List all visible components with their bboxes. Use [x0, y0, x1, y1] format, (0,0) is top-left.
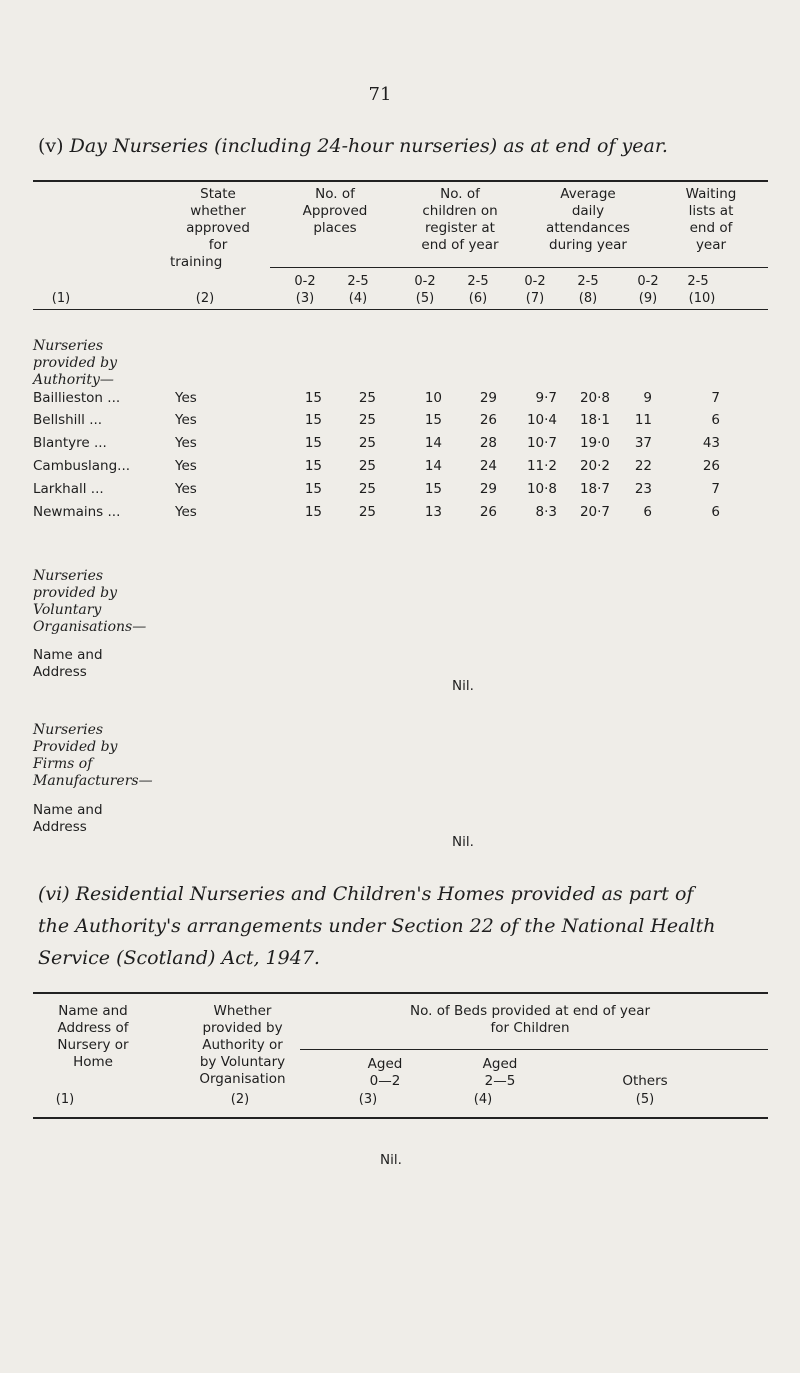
cell-att-02: 10·4	[526, 412, 557, 428]
table-v-header-rule	[270, 267, 768, 268]
cell-att-25: 20·7	[579, 504, 610, 520]
cell-wait-25: 7	[711, 390, 720, 406]
cell-name: Bellshill ...	[33, 412, 103, 428]
age-range: 0-2	[294, 274, 316, 289]
column-number: (8)	[578, 291, 598, 306]
firms-name-address-label: Name and Address	[33, 802, 103, 835]
header-children-register: No. of children on register at end of year	[421, 186, 499, 253]
header-waiting-lists: Waiting lists at end of year	[685, 186, 737, 253]
page-number: 71	[368, 84, 392, 105]
cell-name: Newmains ...	[33, 504, 121, 520]
section-v-title: Day Nurseries (including 24-hour nurseries) as at end of year.	[69, 135, 668, 157]
cell-places-02: 15	[304, 504, 322, 520]
cell-reg-25: 26	[479, 504, 497, 520]
table-v-top-rule	[33, 180, 768, 182]
cell-name: Blantyre ...	[33, 435, 107, 451]
cell-name: Cambuslang...	[33, 458, 131, 474]
table-row	[0, 435, 800, 457]
cell-wait-25: 26	[702, 458, 720, 474]
cell-att-25: 20·2	[579, 458, 610, 474]
cell-wait-25: 43	[702, 435, 720, 451]
cell-places-02: 15	[304, 412, 322, 428]
firms-nil-value: Nil.	[452, 834, 474, 850]
cell-places-02: 15	[304, 481, 322, 497]
cell-reg-25: 24	[479, 458, 497, 474]
section-v-prefix: (v)	[38, 135, 64, 157]
age-range: 0-2	[524, 274, 546, 289]
column-number: (6)	[468, 291, 488, 306]
cell-approved: Yes	[175, 412, 197, 428]
vi-column-number: (1)	[55, 1092, 75, 1107]
vi-column-number: (3)	[358, 1092, 378, 1107]
table-vi-header-rule	[300, 1049, 768, 1050]
section-vi-title-line: Service (Scotland) Act, 1947.	[38, 947, 320, 969]
cell-att-02: 10·8	[526, 481, 557, 497]
cell-att-02: 8·3	[535, 504, 557, 520]
cell-approved: Yes	[175, 458, 197, 474]
cell-places-25: 25	[358, 458, 376, 474]
firms-section-heading: Nurseries Provided by Firms of Manufacturers—	[33, 722, 153, 789]
cell-places-02: 15	[304, 458, 322, 474]
cell-wait-25: 6	[711, 504, 720, 520]
cell-att-02: 9·7	[535, 390, 557, 406]
column-number: (5)	[415, 291, 435, 306]
header-average-attendances: Average daily attendances during year	[546, 186, 630, 253]
cell-places-25: 25	[358, 435, 376, 451]
voluntary-section-heading: Nurseries provided by Voluntary Organisations—	[33, 568, 147, 635]
cell-places-25: 25	[358, 390, 376, 406]
cell-places-02: 15	[304, 390, 322, 406]
column-number: (9)	[638, 291, 658, 306]
cell-att-02: 10·7	[526, 435, 557, 451]
section-vi-heading	[38, 878, 715, 974]
section-vi-title-line: (vi) Residential Nurseries and Children's Homes provided as part of	[38, 883, 694, 905]
column-number: (3)	[295, 291, 315, 306]
vi-header-beds-span: No. of Beds provided at end of year for Children	[409, 1003, 651, 1036]
vi-nil-value: Nil.	[380, 1152, 402, 1168]
cell-places-25: 25	[358, 481, 376, 497]
voluntary-nil-value: Nil.	[452, 678, 474, 694]
cell-approved: Yes	[175, 390, 197, 406]
cell-reg-02: 10	[424, 390, 442, 406]
cell-reg-02: 15	[424, 412, 442, 428]
cell-places-02: 15	[304, 435, 322, 451]
vi-column-number: (4)	[473, 1092, 493, 1107]
vi-column-number: (5)	[635, 1092, 655, 1107]
table-vi-bottom-rule	[33, 1117, 768, 1119]
cell-name: Larkhall ...	[33, 481, 104, 497]
cell-wait-02: 23	[634, 481, 652, 497]
cell-reg-25: 29	[479, 481, 497, 497]
cell-att-25: 18·7	[579, 481, 610, 497]
section-v-heading	[38, 130, 668, 162]
cell-reg-25: 26	[479, 412, 497, 428]
cell-att-25: 18·1	[579, 412, 610, 428]
cell-wait-02: 9	[643, 390, 652, 406]
table-row	[0, 412, 800, 434]
cell-places-25: 25	[358, 504, 376, 520]
table-row	[0, 504, 800, 526]
vi-header-aged-2-5: Aged 2—5	[482, 1056, 518, 1089]
vi-header-others: Others	[622, 1073, 668, 1089]
cell-reg-02: 14	[424, 458, 442, 474]
cell-wait-25: 6	[711, 412, 720, 428]
cell-wait-02: 37	[634, 435, 652, 451]
cell-reg-25: 29	[479, 390, 497, 406]
cell-reg-25: 28	[479, 435, 497, 451]
cell-wait-02: 11	[634, 412, 652, 428]
vi-header-aged-0-2: Aged 0—2	[367, 1056, 403, 1089]
vi-column-number: (2)	[230, 1092, 250, 1107]
cell-att-25: 19·0	[579, 435, 610, 451]
age-range: 0-2	[414, 274, 436, 289]
cell-wait-25: 7	[711, 481, 720, 497]
cell-reg-02: 15	[424, 481, 442, 497]
cell-approved: Yes	[175, 504, 197, 520]
cell-places-25: 25	[358, 412, 376, 428]
age-range: 2-5	[467, 274, 489, 289]
table-vi-top-rule	[33, 992, 768, 994]
authority-section-heading: Nurseries provided by Authority—	[33, 338, 117, 388]
voluntary-name-address-label: Name and Address	[33, 647, 103, 680]
table-row	[0, 481, 800, 503]
column-number: (4)	[348, 291, 368, 306]
column-number: (2)	[195, 291, 215, 306]
vi-header-name-address: Name and Address of Nursery or Home	[57, 1003, 129, 1070]
cell-approved: Yes	[175, 481, 197, 497]
age-range: 0-2	[637, 274, 659, 289]
column-number: (7)	[525, 291, 545, 306]
vi-header-whether-provided: Whether provided by Authority or by Voluntary Organisation	[199, 1003, 286, 1087]
column-number: (1)	[51, 291, 71, 306]
cell-wait-02: 22	[634, 458, 652, 474]
cell-att-02: 11·2	[526, 458, 557, 474]
cell-reg-02: 13	[424, 504, 442, 520]
age-range: 2-5	[577, 274, 599, 289]
cell-wait-02: 6	[643, 504, 652, 520]
header-approved-places: No. of Approved places	[302, 186, 368, 236]
column-number: (10)	[688, 291, 716, 306]
table-row	[0, 390, 800, 412]
cell-approved: Yes	[175, 435, 197, 451]
cell-att-25: 20·8	[579, 390, 610, 406]
table-v-bottom-header-rule	[33, 309, 768, 310]
cell-reg-02: 14	[424, 435, 442, 451]
age-range: 2-5	[347, 274, 369, 289]
table-row	[0, 458, 800, 480]
section-vi-title-line: the Authority's arrangements under Section 22 of the National Health	[38, 915, 716, 937]
age-range: 2-5	[687, 274, 709, 289]
header-state-approved: State whether approved for training	[170, 186, 250, 270]
cell-name: Baillieston ...	[33, 390, 121, 406]
